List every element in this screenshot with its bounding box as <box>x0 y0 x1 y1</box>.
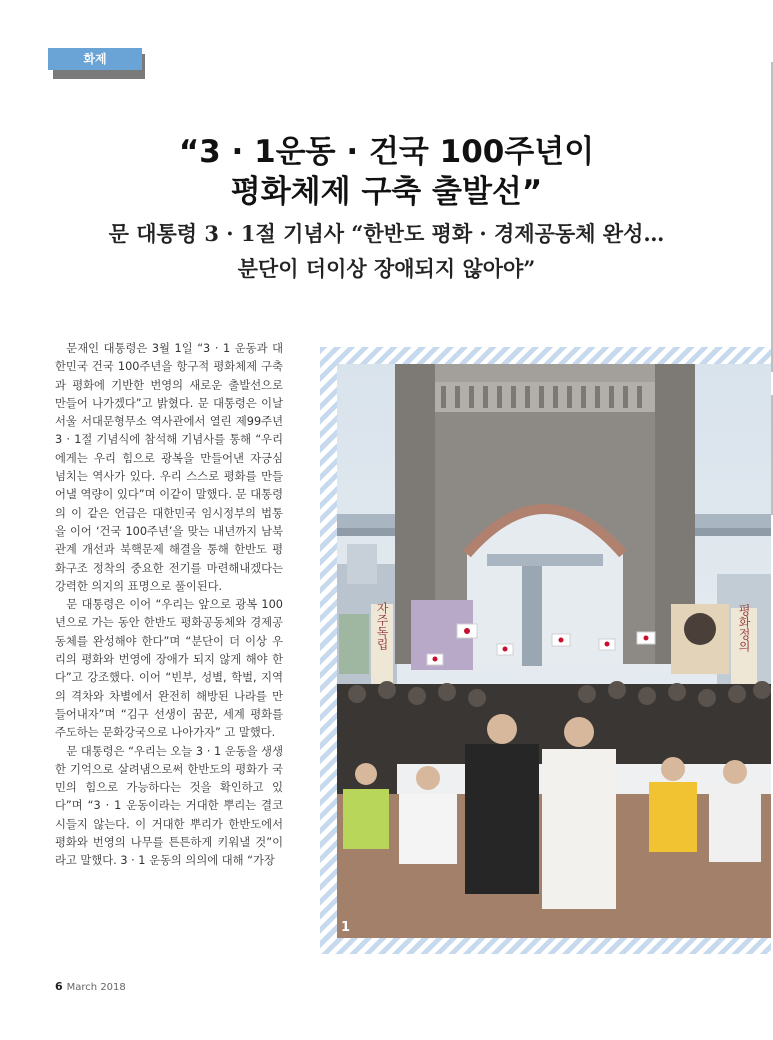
ceremony-photo <box>337 364 771 938</box>
page-footer <box>55 980 126 993</box>
body-paragraph: 문재인 대통령은 3월 1일 “3 · 1 운동과 대한민국 건국 100주년을 항구적 평화체제 구축과 평화에 기반한 번영의 새로운 출발선으로 만들어 나가겠다”고 밝혔다. 문 대통령은 이날 서울 서대문형무소 역사관에서 열린 제99주년 3 · 1절 기념식에 참석해 기념사를 통해 “우리에게는 우리 힘으로 광복을 만들어낸 자긍심 넘치는 역사가 있다. 우리 스스로 평화를 만들어낼 역량이 있다”며 이같이 말했다. 문 대통령의 이 같은 언급은 대한민국 임시정부의 법통을 이어 ‘건국 100주년’을 맞는 내년까지 남북관계 개선과 북핵문제 해결을 통해 한반도 평화구조 정착의 중요한 전기를 마련해내겠다는 강력한 의지의 표명으로 풀이된다. <box>55 342 283 593</box>
banner-right-text: 평화정의 <box>737 604 751 652</box>
body-paragraph: 문 대통령은 “우리는 오늘 3 · 1 운동을 생생한 기억으로 살려냄으로써 한반도의 평화가 국민의 힘으로 가능하다는 것을 확인하고 있다”며 “3 · 1 운동이라는 거대한 뿌리는 결코 시들지 않는다. 이 거대한 뿌리가 한반도에서 평화와 번영의 나무를 튼튼하게 키워낼 것”이라고 말했다. 3 · 1 운동의 의의에 대해 “가장 <box>55 744 283 868</box>
headline <box>60 132 713 212</box>
issue-date: March 2018 <box>66 982 126 993</box>
article-body <box>55 340 283 871</box>
banner-left-text: 자주독립 <box>375 602 389 650</box>
subheadline-line-2: 분단이 더이상 장애되지 않아야” <box>237 256 536 281</box>
subheadline-line-1: 문 대통령 3 · 1절 기념사 “한반도 평화 · 경제공동체 완성… <box>108 221 665 246</box>
page-number: 6 <box>55 980 63 993</box>
section-tag: 화제 <box>48 48 142 70</box>
body-paragraph: 문 대통령은 이어 “우리는 앞으로 광복 100년으로 가는 동안 한반도 평화공동체와 경제공동체를 완성해야 한다”며 “분단이 더 이상 우리의 평화와 번영에 장애가 되지 않게 해야 한다”고 강조했다. 이어 “빈부, 성별, 학벌, 지역의 격차와 차별에서 완전히 해방된 나라를 만들어내자”며 “김구 선생이 꿈꾼, 세계 평화를 주도하는 문화강국으로 나아가자” 고 말했다. <box>55 598 283 740</box>
headline-line-2: 평화체제 구축 출발선” <box>230 174 543 210</box>
headline-line-1: “3 · 1운동 · 건국 100주년이 <box>178 134 595 170</box>
photo-number: 1 <box>341 920 351 935</box>
subheadline <box>40 216 733 286</box>
